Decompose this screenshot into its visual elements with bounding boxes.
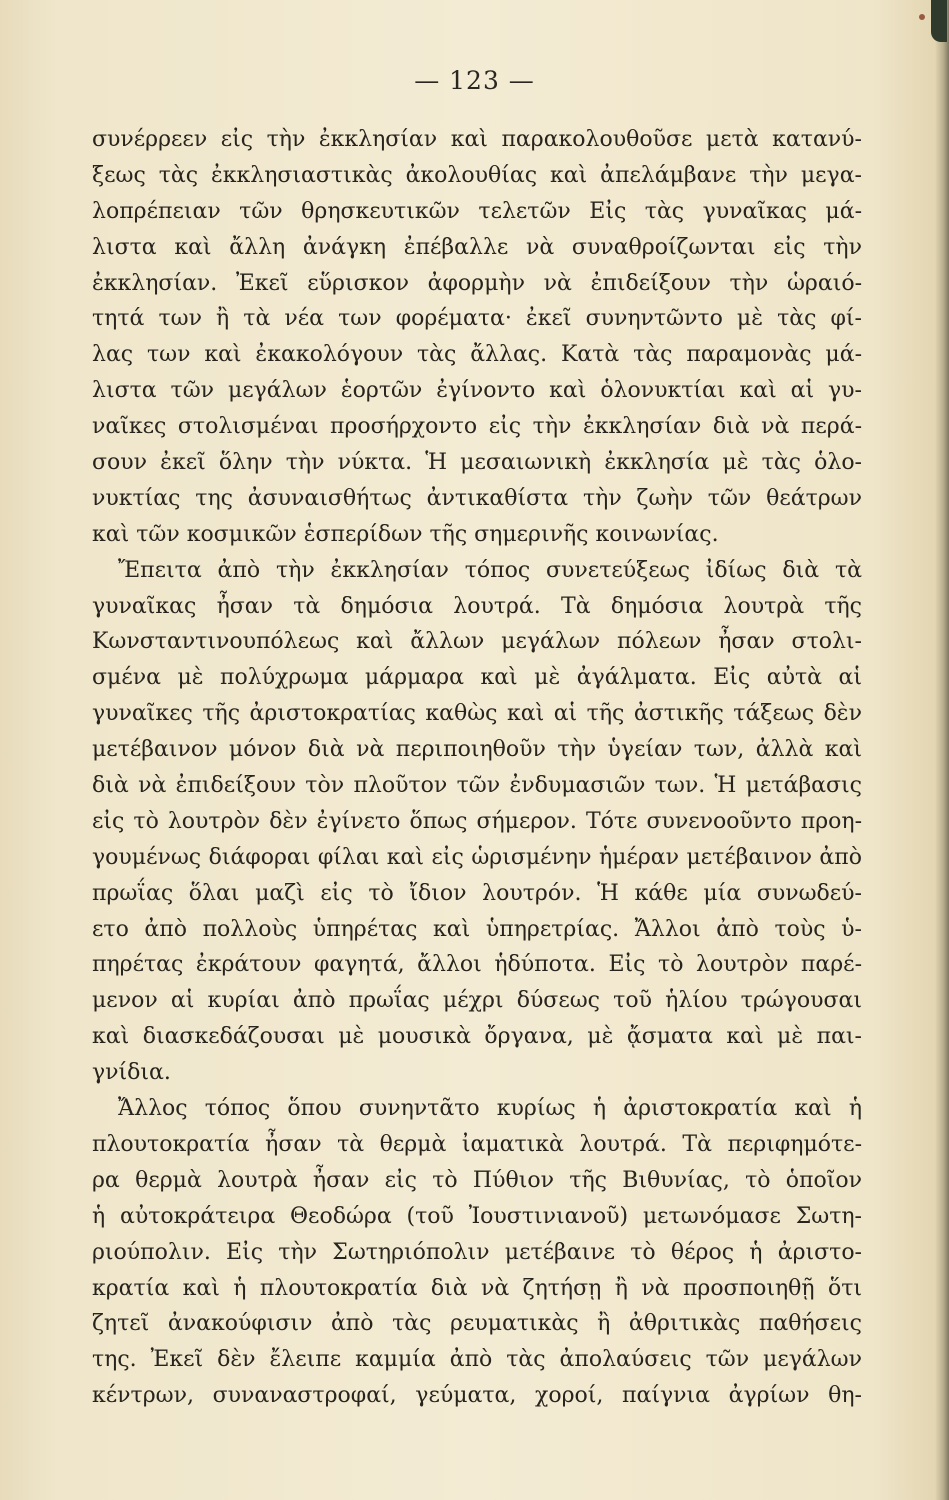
text-line: Κωνσταντινουπόλεως καὶ ἄλλων μεγάλων πόλεων ἦσαν στολι- (92, 629, 862, 655)
text-line: μετέβαινον μόνον διὰ νὰ περιποιηθοῦν τὴν ὑγείαν των, ἀλλὰ καὶ (92, 737, 862, 763)
binding-corner-mark (931, 0, 947, 42)
text-line: ἡ αὐτοκράτειρα Θεοδώρα (τοῦ Ἰουστινιανοῦ) μετωνόμασε Σωτη- (92, 1203, 862, 1229)
text-line: της. Ἐκεῖ δὲν ἔλειπε καμμία ἀπὸ τὰς ἀπολαύσεις τῶν μεγάλων (92, 1347, 862, 1373)
text-line: λοπρέπειαν τῶν θρησκευτικῶν τελετῶν Εἰς τὰς γυναῖκας μά- (92, 198, 862, 224)
text-line: γυναῖκες τῆς ἀριστοκρατίας καθὼς καὶ αἱ τῆς ἀστικῆς τάξεως δὲν (92, 701, 862, 727)
text-line: ετο ἀπὸ πολλοὺς ὑπηρέτας καὶ ὑπηρετρίας. Ἄλλοι ἀπὸ τοὺς ὑ- (92, 916, 862, 942)
text-line: ξεως τὰς ἐκκλησιαστικὰς ἀκολουθίας καὶ ἀπελάμβανε τὴν μεγα- (92, 162, 862, 188)
ink-dot (919, 14, 925, 20)
text-line: συνέρρεεν εἰς τὴν ἐκκλησίαν καὶ παρακολουθοῦσε μετὰ κατανύ- (92, 127, 862, 152)
text-line: μενον αἱ κυρίαι ἀπὸ πρωΐας μέχρι δύσεως τοῦ ἡλίου τρώγουσαι (92, 988, 862, 1014)
text-line: γνίδια. (92, 1060, 171, 1086)
text-line: εἰς τὸ λουτρὸν δὲν ἐγίνετο ὅπως σήμερον. Τότε συνενοοῦντο προη- (92, 808, 862, 834)
text-line: γυναῖκας ἦσαν τὰ δημόσια λουτρά. Τὰ δημόσια λουτρὰ τῆς (92, 593, 862, 619)
text-line: ναῖκες στολισμέναι προσήρχοντο εἰς τὴν ἐκκλησίαν διὰ νὰ περά- (92, 414, 862, 440)
text-line: γουμένως διάφοραι φίλαι καὶ εἰς ὡρισμένην ἡμέραν μετέβαινον ἀπὸ (92, 844, 862, 870)
text-line: σουν ἐκεῖ ὅλην τὴν νύκτα. Ἡ μεσαιωνικὴ ἐκκλησία μὲ τὰς ὁλο- (92, 450, 862, 476)
text-line: καὶ τῶν κοσμικῶν ἑσπερίδων τῆς σημερινῆς κοινωνίας. (92, 521, 719, 547)
text-line: ζητεῖ ἀνακούφισιν ἀπὸ τὰς ρευματικὰς ἢ ἀθριτικὰς παθήσεις (92, 1311, 862, 1337)
text-line: λιστα καὶ ἄλλη ἀνάγκη ἐπέβαλλε νὰ συναθροίζωνται εἰς τὴν (92, 234, 862, 260)
text-line: νυκτίας της ἀσυναισθήτως ἀντικαθίστα τὴν ζωὴν τῶν θεάτρων (92, 485, 862, 511)
text-line: πλουτοκρατία ἦσαν τὰ θερμὰ ἰαματικὰ λουτρά. Τὰ περιφημότε- (92, 1131, 862, 1157)
text-line: σμένα μὲ πολύχρωμα μάρμαρα καὶ μὲ ἀγάλματα. Εἰς αὐτὰ αἱ (92, 665, 862, 691)
text-line: διὰ νὰ ἐπιδείξουν τὸν πλοῦτον τῶν ἐνδυμασιῶν των. Ἡ μετάβασις (92, 773, 862, 799)
text-line: ριούπολιν. Εἰς τὴν Σωτηριόπολιν μετέβαινε τὸ θέρος ἡ ἀριστο- (92, 1239, 862, 1265)
text-line: πηρέτας ἐκράτουν φαγητά, ἄλλοι ἡδύποτα. Εἰς τὸ λουτρὸν παρέ- (92, 952, 862, 978)
body-text (92, 122, 862, 1414)
text-line: τητά των ἢ τὰ νέα των φορέματα· ἐκεῖ συνηντῶντο μὲ τὰς φί- (92, 306, 862, 332)
text-line: ἐκκλησίαν. Ἐκεῖ εὕρισκον ἀφορμὴν νὰ ἐπιδείξουν τὴν ὡραιό- (92, 270, 862, 296)
text-line: Ἄλλος τόπος ὅπου συνηντᾶτο κυρίως ἡ ἀριστοκρατία καὶ ἡ (118, 1096, 862, 1122)
text-line: καὶ διασκεδάζουσαι μὲ μουσικὰ ὄργανα, μὲ ᾄσματα καὶ μὲ παι- (92, 1024, 862, 1050)
page-edge-shadow (935, 0, 949, 1500)
text-line: πρωΐας ὅλαι μαζὶ εἰς τὸ ἴδιον λουτρόν. Ἡ κάθε μία συνωδεύ- (92, 880, 862, 906)
text-line: Ἔπειτα ἀπὸ τὴν ἐκκλησίαν τόπος συνετεύξεως ἰδίως διὰ τὰ (118, 557, 862, 583)
text-line: κέντρων, συναναστροφαί, γεύματα, χοροί, παίγνια ἀγρίων θη- (92, 1383, 862, 1409)
text-line: κρατία καὶ ἡ πλουτοκρατία διὰ νὰ ζητήσῃ ἢ νὰ προσποιηθῇ ὅτι (92, 1275, 862, 1301)
text-line: λιστα τῶν μεγάλων ἑορτῶν ἐγίνοντο καὶ ὁλονυκτίαι καὶ αἱ γυ- (92, 378, 862, 404)
page-number: — 123 — (414, 66, 535, 95)
text-line: ρα θερμὰ λουτρὰ ἦσαν εἰς τὸ Πύθιον τῆς Βιθυνίας, τὸ ὁποῖον (92, 1167, 862, 1193)
text-line: λας των καὶ ἐκακολόγουν τὰς ἄλλας. Κατὰ τὰς παραμονὰς μά- (92, 342, 862, 368)
